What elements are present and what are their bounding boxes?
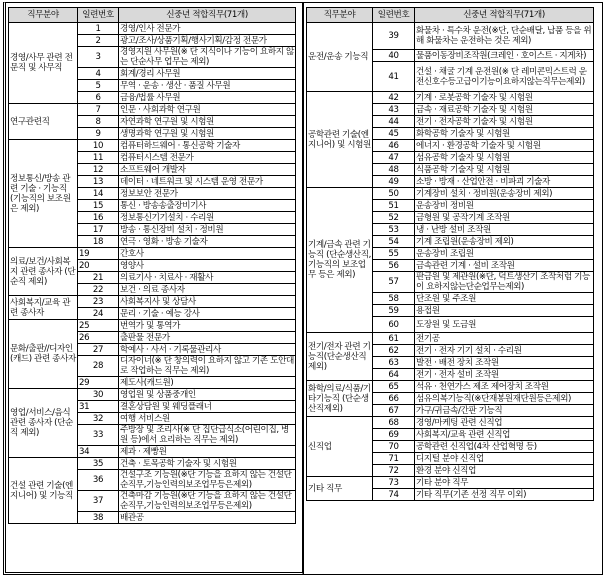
number-cell: 10 xyxy=(78,140,119,152)
number-cell: 67 xyxy=(373,405,415,417)
job-cell: 전기 · 전자공학 기술자 및 시험원 xyxy=(415,116,594,128)
job-cell: 전기공 xyxy=(415,333,594,345)
number-cell: 2 xyxy=(78,35,119,47)
number-cell: 4 xyxy=(78,68,119,80)
job-cell: 판금원 및 제관원(※단, 덕트생산기 조작처럼 기능이 요하지않는단순업무는제외) xyxy=(415,272,594,293)
job-cell: 보건 · 의료 종사자 xyxy=(119,284,296,296)
job-cell: 냉 · 난방 설비 조작원 xyxy=(415,224,594,236)
job-cell: 문리 · 기술 · 예능 강사 xyxy=(119,308,296,320)
number-cell: 48 xyxy=(373,164,415,176)
job-cell: 제도사(캐드원) xyxy=(119,377,296,389)
category-cell: 영업/서비스/음식 관련 종사자 (단순직 제외) xyxy=(9,389,78,458)
number-cell: 64 xyxy=(373,369,415,381)
job-cell: 기타 분야 직무 xyxy=(415,477,594,489)
number-cell: 32 xyxy=(78,413,119,425)
number-cell: 11 xyxy=(78,152,119,164)
category-cell: 건설 관련 기술(엔지니어) 및 기능직 xyxy=(9,458,78,524)
job-cell: 소프트웨어 개발자 xyxy=(119,164,296,176)
job-cell: 경영/마케팅 관련 신직업 xyxy=(415,417,594,429)
category-cell: 운전/운송 기능직 xyxy=(307,23,373,92)
number-cell: 29 xyxy=(78,377,119,389)
table-row xyxy=(307,23,594,50)
header-jobs: 신중년 적합직무(71개) xyxy=(119,8,296,23)
table-row xyxy=(307,92,594,104)
job-cell: 화학공학 기술자 및 시험원 xyxy=(415,128,594,140)
job-cell: 주방장 및 조리사(※ 단 집단급식소(어린이집, 병원 등)에서 요리하는 직무는 제외) xyxy=(119,425,296,446)
number-cell: 21 xyxy=(78,272,119,284)
job-cell: 기계장비 설치 · 정비원(운송장비 제외) xyxy=(415,188,594,200)
job-cell: 건설 · 채굴 기계 운전원(※ 단 레미콘믹스트럭 운전신호수등고급이기능이요하지않는직무는제외) xyxy=(415,62,594,92)
job-cell: 건축 · 토목공학 기술자 및 시험원 xyxy=(119,458,296,470)
number-cell: 34 xyxy=(78,446,119,458)
category-cell: 정보통신/방송 관련 기술 · 기능직 (기능직의 보조원은 제외) xyxy=(9,140,78,248)
job-cell: 제과 · 제빵원 xyxy=(119,446,296,458)
number-cell: 72 xyxy=(373,465,415,477)
number-cell: 46 xyxy=(373,140,415,152)
table-row xyxy=(9,320,296,332)
number-cell: 28 xyxy=(78,356,119,377)
number-cell: 23 xyxy=(78,296,119,308)
number-cell: 12 xyxy=(78,164,119,176)
number-cell: 35 xyxy=(78,458,119,470)
number-cell: 43 xyxy=(373,104,415,116)
job-cell: 에너지 · 환경공학 기술자 및 시험원 xyxy=(415,140,594,152)
job-cell: 금융/법률 사무원 xyxy=(119,92,296,104)
number-cell: 66 xyxy=(373,393,415,405)
job-cell: 학예사 · 사서 · 기록물관리사 xyxy=(119,344,296,356)
job-cell: 전기 · 전자 설비 조작원 xyxy=(415,369,594,381)
job-cell: 출판물 전문가 xyxy=(119,332,296,344)
job-cell: 섬유의복기능직(※단재봉원재단원등은제외) xyxy=(415,393,594,405)
number-cell: 47 xyxy=(373,152,415,164)
number-cell: 68 xyxy=(373,417,415,429)
category-cell: 문화/출판//디자인(캐드) 관련 종사자 xyxy=(9,320,78,389)
category-cell: 기타 직무 xyxy=(307,477,373,501)
job-cell: 여행 서비스원 xyxy=(119,413,296,425)
number-cell: 30 xyxy=(78,389,119,401)
number-cell: 61 xyxy=(373,333,415,345)
job-cell: 의료기사 · 치료사 · 재활사 xyxy=(119,272,296,284)
number-cell: 24 xyxy=(78,308,119,320)
job-cell: 금속관련 기계 · 설비 조작원 xyxy=(415,260,594,272)
table-row xyxy=(9,248,296,260)
number-cell: 44 xyxy=(373,116,415,128)
job-cell: 컴퓨터시스템 전문가 xyxy=(119,152,296,164)
number-cell: 59 xyxy=(373,305,415,317)
job-cell: 연극 · 영화 · 방송 기술자 xyxy=(119,236,296,248)
job-cell: 디지털 분야 신직업 xyxy=(415,453,594,465)
number-cell: 20 xyxy=(78,260,119,272)
category-cell: 경영/사무 관련 전문직 및 사무직 xyxy=(9,23,78,104)
job-cell: 배관공 xyxy=(119,512,296,524)
number-cell: 42 xyxy=(373,92,415,104)
number-cell: 38 xyxy=(78,512,119,524)
table-row xyxy=(9,140,296,152)
job-cell: 섬유공학 기술자 및 시험원 xyxy=(415,152,594,164)
number-cell: 71 xyxy=(373,453,415,465)
job-cell: 공학관련 신직업(4차 산업혁명 등) xyxy=(415,441,594,453)
table-row xyxy=(9,458,296,470)
number-cell: 58 xyxy=(373,293,415,305)
header-row xyxy=(307,8,594,23)
category-cell: 화학/의료/식품/기타기능직 (단순생산직제외) xyxy=(307,381,373,417)
category-cell: 연구관련직 xyxy=(9,104,78,140)
table-row xyxy=(307,477,594,489)
header-number: 일련번호 xyxy=(78,8,119,23)
number-cell: 6 xyxy=(78,92,119,104)
number-cell: 5 xyxy=(78,80,119,92)
job-cell: 영양사 xyxy=(119,260,296,272)
number-cell: 22 xyxy=(78,284,119,296)
number-cell: 70 xyxy=(373,441,415,453)
number-cell: 73 xyxy=(373,477,415,489)
header-category: 직무분야 xyxy=(9,8,78,23)
job-cell: 경영/인사 전문가 xyxy=(119,23,296,35)
number-cell: 54 xyxy=(373,236,415,248)
number-cell: 51 xyxy=(373,200,415,212)
category-cell: 사회복지/교육 관련 종사자 xyxy=(9,296,78,320)
category-cell: 전기/전자 관련 기능직(단순생산직 제외) xyxy=(307,333,373,381)
number-cell: 37 xyxy=(78,491,119,512)
job-cell: 식품공학 기술자 및 시험원 xyxy=(415,164,594,176)
job-cell: 생명과학 연구원 및 시험원 xyxy=(119,128,296,140)
category-cell: 신직업 xyxy=(307,417,373,477)
job-cell: 디자이너(※ 단 창의력이 요하지 않고 기존 도안대로 작업하는 직무는 제외) xyxy=(120,356,294,376)
job-cell: 정보통신기기설치 · 수리원 xyxy=(119,212,296,224)
job-cell: 회계/경리 사무원 xyxy=(119,68,296,80)
job-cell: 영업원 및 상품중개인 xyxy=(119,389,296,401)
job-cell: 인문 · 사회과학 연구원 xyxy=(119,104,296,116)
job-cell: 기계 조립원(운송장비 제외) xyxy=(415,236,594,248)
job-table-left xyxy=(8,7,296,524)
number-cell: 8 xyxy=(78,116,119,128)
header-jobs: 신중년 적합직무(71개) xyxy=(415,8,594,23)
number-cell: 25 xyxy=(78,320,119,332)
table-row xyxy=(307,333,594,345)
job-cell: 사회복지/교육 관련 신직업 xyxy=(415,429,594,441)
number-cell: 16 xyxy=(78,212,119,224)
job-cell: 화물차 · 특수차 운전(※단, 단순배달, 납품 등을 위해 화물차는 운전하는 것은 제외) xyxy=(415,23,594,50)
job-cell: 자연과학 연구원 및 시험원 xyxy=(119,116,296,128)
number-cell: 74 xyxy=(373,489,415,501)
job-cell: 통신 · 방송송출장비기사 xyxy=(119,200,296,212)
number-cell: 26 xyxy=(78,332,119,344)
job-cell: 환경 분야 신직업 xyxy=(415,465,594,477)
number-cell: 63 xyxy=(373,357,415,369)
job-table-right xyxy=(306,7,594,501)
number-cell: 40 xyxy=(373,50,415,62)
job-cell: 석유 · 천연가스 제조 제어장치 조작원 xyxy=(415,381,594,393)
number-cell: 39 xyxy=(373,23,415,50)
job-cell: 정보보안 전문가 xyxy=(119,188,296,200)
header-number: 일련번호 xyxy=(373,8,415,23)
job-cell: 소방 · 방재 · 산업안전 · 비파괴 기술자 xyxy=(415,176,594,188)
number-cell: 69 xyxy=(373,429,415,441)
job-cell: 금형원 및 공작기계 조작원 xyxy=(415,212,594,224)
job-cell: 운송장비 정비원 xyxy=(415,200,594,212)
number-cell: 62 xyxy=(373,345,415,357)
number-cell: 49 xyxy=(373,176,415,188)
job-cell: 기타 직무(기존 선정 직무 이외) xyxy=(415,489,594,501)
job-cell: 단조원 및 주조원 xyxy=(415,293,594,305)
number-cell: 52 xyxy=(373,212,415,224)
job-cell: 간호사 xyxy=(119,248,296,260)
job-cell: 물품이동장비조작원(크레인 · 호이스트 · 지게차) xyxy=(415,50,594,62)
category-cell: 의료/보건/사회복지 관련 종사자 (단순직 제외) xyxy=(9,248,78,296)
category-cell: 공학관련 기술(엔지니어) 및 시험원 xyxy=(307,92,373,188)
number-cell: 31 xyxy=(78,401,119,413)
number-cell: 17 xyxy=(78,224,119,236)
table-row xyxy=(9,296,296,308)
number-cell: 18 xyxy=(78,236,119,248)
job-cell: 경영지원 사무원(※ 단 지식이나 기능이 요하지 않는 단순사무 업무는 제외) xyxy=(120,47,294,67)
number-cell: 56 xyxy=(373,260,415,272)
table-row xyxy=(307,188,594,200)
job-cell: 운송장비 조립원 xyxy=(415,248,594,260)
job-cell: 도장원 및 도금원 xyxy=(415,317,594,333)
number-cell: 36 xyxy=(78,470,119,491)
number-cell: 19 xyxy=(78,248,119,260)
table-row xyxy=(307,417,594,429)
number-cell: 60 xyxy=(373,317,415,333)
table-row xyxy=(9,104,296,116)
job-cell: 금속 · 재료공학 기술자 및 시험원 xyxy=(415,104,594,116)
job-cell: 광고/조사/상품기획/행사기획/감정 전문가 xyxy=(119,35,296,47)
job-cell: 기계 · 로봇공학 기술자 및 시험원 xyxy=(415,92,594,104)
number-cell: 3 xyxy=(78,47,119,68)
number-cell: 7 xyxy=(78,104,119,116)
job-cell: 무역 · 운송 · 생산 · 품질 사무원 xyxy=(119,80,296,92)
number-cell: 45 xyxy=(373,128,415,140)
table-row xyxy=(307,381,594,393)
number-cell: 57 xyxy=(373,272,415,293)
job-cell: 건축마감 기능원(※단 기능을 요하지 않는 건설단순직무,기능인력의보조업무등은제외) xyxy=(119,491,296,512)
number-cell: 33 xyxy=(78,425,119,446)
job-cell: 건설구조 기능원(※단 기능을 요하지 않는 건설단순직무,기능인력의보조업무등은제외) xyxy=(119,470,296,491)
job-cell: 전기 · 전자 기기 설치 · 수리원 xyxy=(415,345,594,357)
job-cell: 발전 · 배전 장치 조작원 xyxy=(415,357,594,369)
number-cell: 14 xyxy=(78,188,119,200)
job-cell: 컴퓨터하드웨어 · 통신공학 기술자 xyxy=(119,140,296,152)
number-cell: 65 xyxy=(373,381,415,393)
number-cell: 15 xyxy=(78,200,119,212)
job-cell: 결혼상담원 및 웨딩플래너 xyxy=(119,401,296,413)
number-cell: 50 xyxy=(373,188,415,200)
number-cell: 41 xyxy=(373,62,415,92)
number-cell: 27 xyxy=(78,344,119,356)
number-cell: 1 xyxy=(78,23,119,35)
table-row xyxy=(9,23,296,35)
job-cell: 번역가 및 통역가 xyxy=(119,320,296,332)
number-cell: 9 xyxy=(78,128,119,140)
header-row xyxy=(9,8,296,23)
job-cell: 데이터 · 네트워크 및 시스템 운영 전문가 xyxy=(119,176,296,188)
job-cell: 용접원 xyxy=(415,305,594,317)
header-category: 직무분야 xyxy=(307,8,373,23)
table-row xyxy=(9,389,296,401)
number-cell: 13 xyxy=(78,176,119,188)
job-cell: 사회복지사 및 상담사 xyxy=(119,296,296,308)
job-cell: 가구/귀금속/간판 기능직 xyxy=(415,405,594,417)
number-cell: 55 xyxy=(373,248,415,260)
job-cell: 방송 · 통신장비 설치 · 정비원 xyxy=(119,224,296,236)
category-cell: 기계/금속 관련 기능직 (단순생산직, 기능직의 보조업무 등은 제외) xyxy=(307,188,373,333)
number-cell: 53 xyxy=(373,224,415,236)
